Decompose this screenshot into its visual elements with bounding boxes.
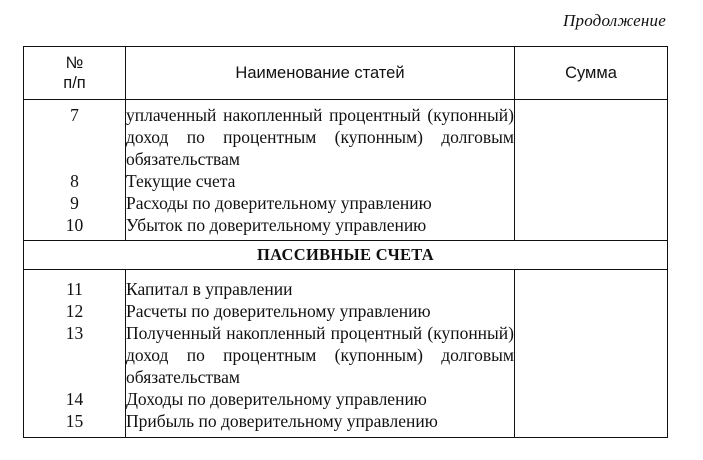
row-name: Расходы по доверительному управлению — [126, 192, 515, 214]
row-number: 11 — [24, 270, 126, 301]
row-sum — [515, 100, 668, 171]
row-sum — [515, 388, 668, 410]
row-sum — [515, 410, 668, 438]
row-sum — [515, 214, 668, 241]
header-name: Наименование статей — [126, 47, 515, 100]
accounts-table — [23, 46, 668, 438]
header-number-abbr: п/п — [63, 74, 86, 92]
row-number: 10 — [24, 214, 126, 241]
row-sum — [515, 322, 668, 388]
row-sum — [515, 270, 668, 301]
row-name: Доходы по доверительному управлению — [126, 388, 515, 410]
table-header-row — [24, 47, 668, 100]
table-row — [24, 300, 668, 322]
header-sum: Сумма — [515, 47, 668, 100]
header-number — [24, 47, 126, 100]
table-row — [24, 388, 668, 410]
row-number: 9 — [24, 192, 126, 214]
row-sum — [515, 170, 668, 192]
table-row — [24, 214, 668, 241]
row-name: Текущие счета — [126, 170, 515, 192]
row-sum — [515, 192, 668, 214]
header-number-symbol: № — [65, 54, 84, 72]
row-name: Расчеты по доверительному управлению — [126, 300, 515, 322]
table-row — [24, 192, 668, 214]
row-name: Капитал в управлении — [126, 270, 515, 301]
table-row — [24, 170, 668, 192]
row-name: Полученный накопленный процентный (купонный) доход по процентным (купонным) долговым обязательствам — [126, 323, 514, 387]
continuation-label: Продолжение — [563, 11, 666, 30]
table-row — [24, 410, 668, 438]
row-number: 15 — [24, 410, 126, 438]
row-number: 14 — [24, 388, 126, 410]
row-name: уплаченный накопленный процентный (купонный) доход по процентным (купонным) долговым обязательствам — [126, 100, 515, 171]
table-row — [24, 322, 668, 388]
row-number: 13 — [24, 322, 126, 388]
section-title: ПАССИВНЫЕ СЧЕТА — [24, 241, 668, 270]
section-row — [24, 241, 668, 270]
row-number: 12 — [24, 300, 126, 322]
row-sum — [515, 300, 668, 322]
row-number: 7 — [24, 100, 126, 171]
row-name: Прибыль по доверительному управлению — [126, 410, 515, 438]
row-number: 8 — [24, 170, 126, 192]
table-row — [24, 100, 668, 171]
row-name: Убыток по доверительному управлению — [126, 214, 515, 241]
table-row — [24, 270, 668, 301]
